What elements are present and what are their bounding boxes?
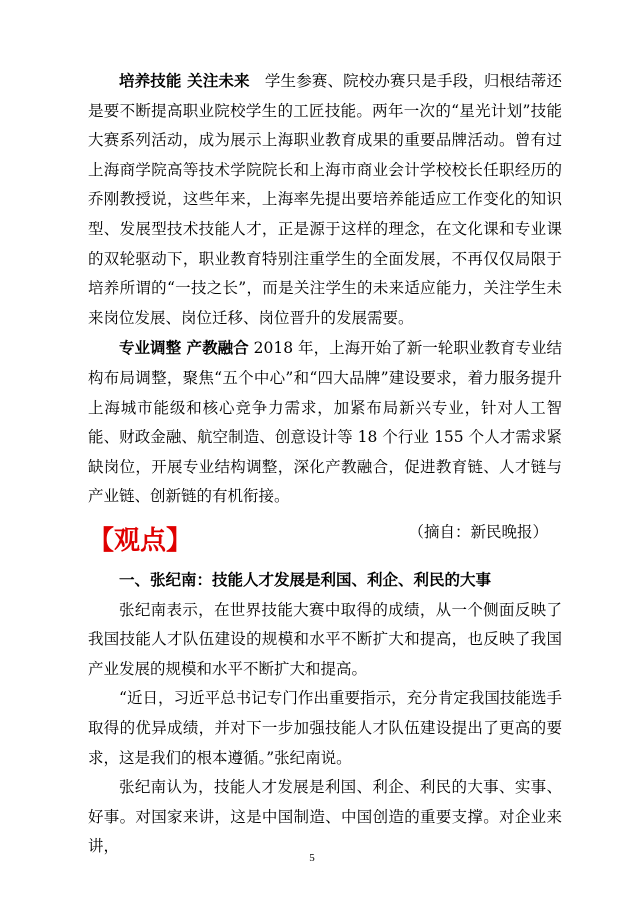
- paragraph-text: 2018 年，上海开始了新一轮职业教育专业结构布局调整，聚焦“五个中心”和“四大品牌”建设要求，着力服务提升上海城市能级和核心竞争力需求，加紧布局新兴专业，针对人工智能、财政金融、航空制造、创意设计等 18 个行业 155 个人才需求紧缺岗位，开展专业结构调整，深化产教融合，促进教育链、人才链与产业链、创新链的有机衔接。: [88, 339, 563, 506]
- paragraph-skills-future: [88, 66, 562, 333]
- section-paragraph: “近日，习近平总书记专门作出重要指示，充分肯定我国技能选手取得的优异成绩，并对下一步加强技能人才队伍建设提出了更高的要求，这是我们的根本遵循。”张纪南说。: [88, 689, 562, 767]
- page-number: 5: [309, 852, 315, 864]
- section-paragraph: 张纪南表示，在世界技能大赛中取得的成绩，从一个侧面反映了我国技能人才队伍建设的规模和水平不断扩大和提高，也反映了我国产业发展的规模和水平不断扩大和提高。: [88, 600, 562, 678]
- source-attribution: （摘自：新民晚报）: [408, 522, 548, 541]
- paragraph-keyword: 培养技能 关注未来: [119, 71, 250, 90]
- paragraph-industry-integration: [88, 333, 562, 512]
- section-title: 【观点】: [88, 526, 193, 556]
- section-subhead: 一、张纪南：技能人才发展是利国、利企、利民的大事: [119, 571, 492, 589]
- section-body: [88, 566, 562, 862]
- section-paragraph: 张纪南认为，技能人才发展是利国、利企、利民的大事、实事、好事。对国家来讲，这是中国制造、中国创造的重要支撑。对企业来讲，: [88, 778, 562, 856]
- paragraph-text: 学生参赛、院校办赛只是手段，归根结蒂还是要不断提高职业院校学生的工匠技能。两年一次的“星光计划”技能大赛系列活动，成为展示上海职业教育成果的重要品牌活动。曾有过上海商学院高等技术学院院长和上海市商业会计学校校长任职经历的乔刚教授说，这些年来，上海率先提出要培养能适应工作变化的知识型、发展型技术技能人才，正是源于这样的理念，在文化课和专业课的双轮驱动下，职业教育特别注重学生的全面发展，不再仅仅局限于培养所谓的“一技之长”，而是关注学生的未来适应能力，关注学生未来岗位发展、岗位迁移、岗位晋升的发展需要。: [88, 72, 562, 327]
- article-body: [88, 66, 562, 548]
- paragraph-keyword: 专业调整 产教融合: [119, 338, 249, 358]
